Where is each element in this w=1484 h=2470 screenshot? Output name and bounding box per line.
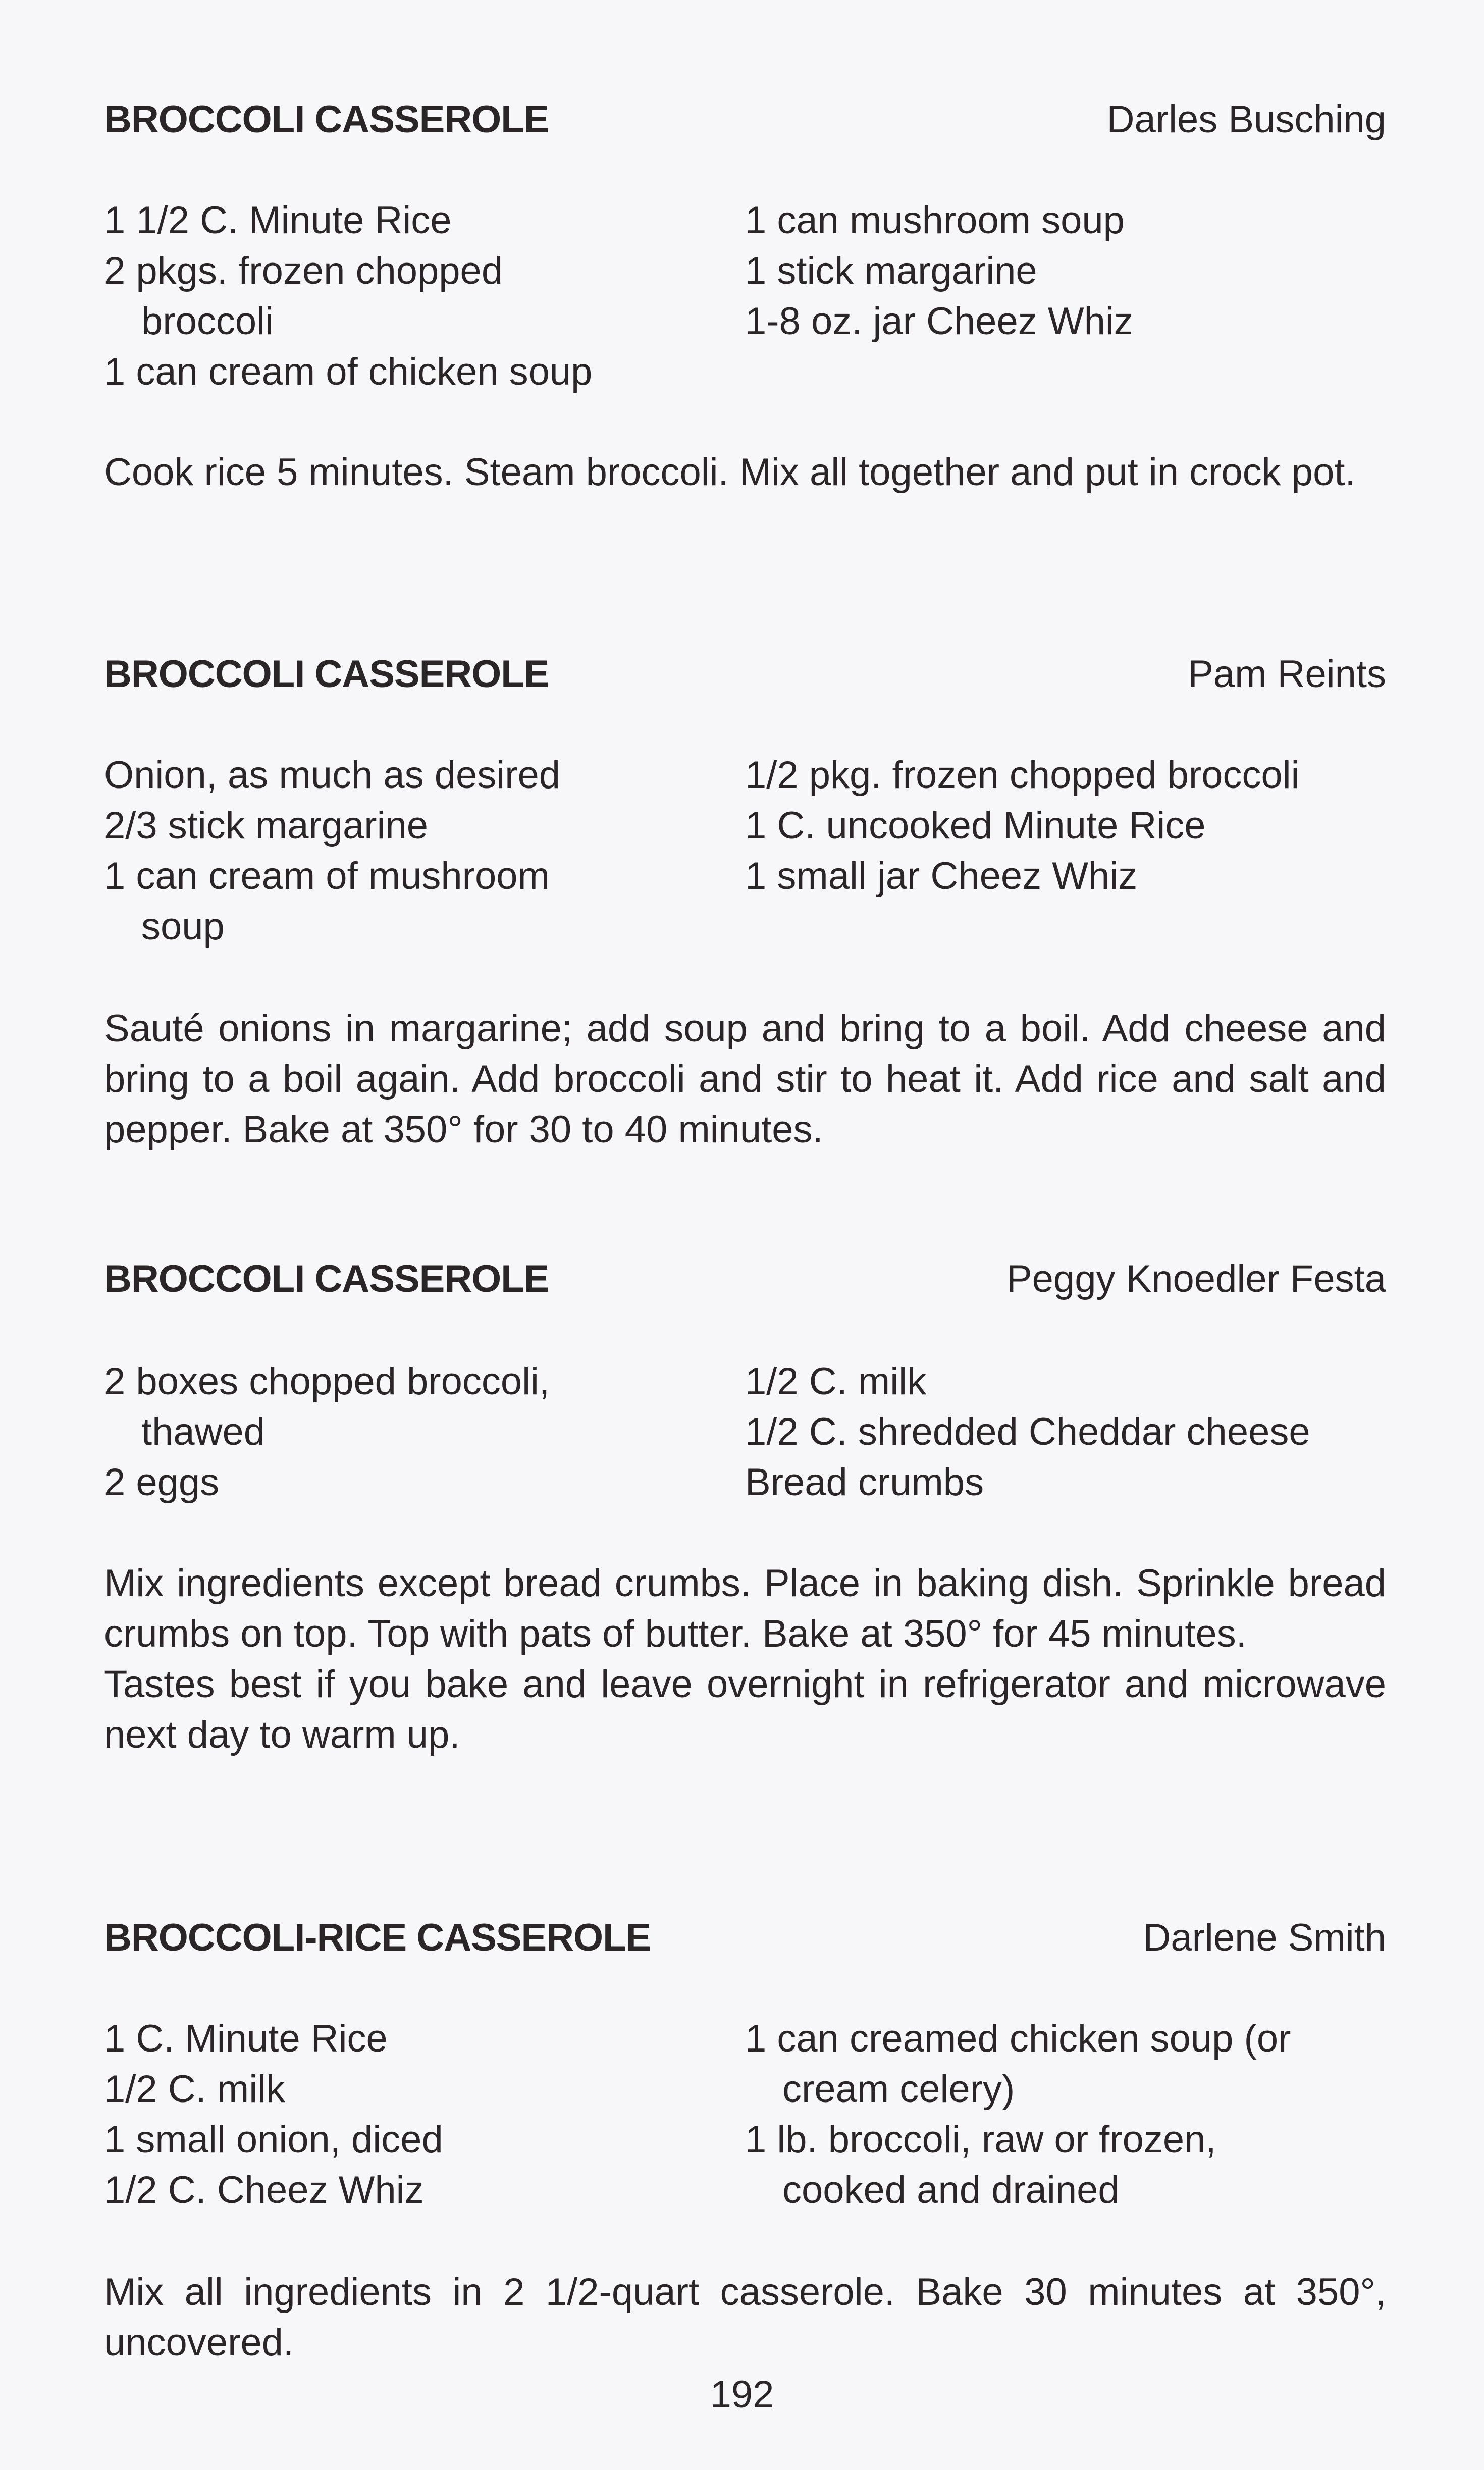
instruction-paragraph: Mix all ingredients in 2 1/2-quart casserole. Bake 30 minutes at 350°, uncovered. <box>104 2271 1386 2364</box>
ingredient-line: 1/2 C. shredded Cheddar cheese <box>745 1410 1310 1453</box>
ingredient-column-left <box>104 2014 745 2216</box>
ingredient-line: 1 can creamed chicken soup (or <box>745 2017 1291 2060</box>
ingredient-line: soup <box>141 905 225 948</box>
recipe-header <box>104 94 1386 145</box>
ingredient-line: 1 lb. broccoli, raw or frozen, <box>745 2118 1216 2161</box>
recipe-instructions <box>104 1558 1386 1760</box>
ingredient-line: 1-8 oz. jar Cheez Whiz <box>745 300 1133 343</box>
recipe-instructions <box>104 447 1386 498</box>
recipe-header <box>104 1913 1386 1963</box>
ingredient-line: 1/2 C. milk <box>745 1360 926 1403</box>
recipe-title: BROCCOLI-RICE CASSEROLE <box>104 1916 651 1959</box>
ingredient-column-right <box>745 2014 1291 2216</box>
ingredient-line: 2 eggs <box>104 1461 220 1504</box>
ingredient-list <box>104 1356 1386 1508</box>
ingredient-line: 1 C. Minute Rice <box>104 2017 388 2060</box>
recipe-title: BROCCOLI CASSEROLE <box>104 1257 549 1300</box>
ingredient-line: 2 pkgs. frozen chopped <box>104 249 503 292</box>
recipe-header <box>104 649 1386 700</box>
recipe-title: BROCCOLI CASSEROLE <box>104 653 549 696</box>
ingredient-column-right <box>745 195 1133 397</box>
instruction-paragraph: Cook rice 5 minutes. Steam broccoli. Mix all together and put in crock pot. <box>104 451 1356 494</box>
ingredient-column-left <box>104 195 745 397</box>
ingredient-line: 2/3 stick margarine <box>104 804 429 847</box>
ingredient-line: 1 can cream of chicken soup <box>104 350 593 393</box>
ingredient-column-left <box>104 750 745 952</box>
ingredient-line: 1 1/2 C. Minute Rice <box>104 199 452 242</box>
ingredient-line: Onion, as much as desired <box>104 754 561 797</box>
ingredient-line: 1/2 C. milk <box>104 2068 285 2111</box>
ingredient-list <box>104 195 1386 397</box>
instruction-paragraph: Tastes best if you bake and leave overnight in refrigerator and microwave next day to warm up. <box>104 1663 1386 1756</box>
ingredient-line: cooked and drained <box>782 2169 1120 2212</box>
ingredient-line: Bread crumbs <box>745 1461 984 1504</box>
recipe-author: Pam Reints <box>1188 653 1386 696</box>
ingredient-column-right <box>745 1356 1310 1508</box>
recipe-author: Peggy Knoedler Festa <box>1006 1257 1386 1300</box>
ingredient-line: 1 small jar Cheez Whiz <box>745 855 1138 898</box>
ingredient-list <box>104 750 1386 952</box>
ingredient-line: broccoli <box>141 300 274 343</box>
recipe-instructions <box>104 2267 1386 2368</box>
recipe-title: BROCCOLI CASSEROLE <box>104 98 549 141</box>
ingredient-column-left <box>104 1356 745 1508</box>
ingredient-column-right <box>745 750 1299 952</box>
instruction-paragraph: Mix ingredients except bread crumbs. Place in baking dish. Sprinkle bread crumbs on top. Top with pats of butter. Bake at 350° for 45 minutes. <box>104 1562 1386 1655</box>
recipe-author: Darlene Smith <box>1143 1916 1386 1959</box>
instruction-paragraph: Sauté onions in margarine; add soup and bring to a boil. Add cheese and bring to a boil again. Add broccoli and stir to heat it. Add rice and salt and pepper. Bake at 350° for 30 to 40 minutes. <box>104 1007 1386 1151</box>
recipe-author: Darles Busching <box>1106 98 1386 141</box>
ingredient-line: cream celery) <box>782 2068 1015 2111</box>
ingredient-list <box>104 2014 1386 2216</box>
ingredient-line: 1 can mushroom soup <box>745 199 1125 242</box>
ingredient-line: 2 boxes chopped broccoli, <box>104 1360 550 1403</box>
recipe-header <box>104 1254 1386 1304</box>
ingredient-line: 1 C. uncooked Minute Rice <box>745 804 1206 847</box>
ingredient-line: 1/2 C. Cheez Whiz <box>104 2169 424 2212</box>
ingredient-line: 1 small onion, diced <box>104 2118 443 2161</box>
page-number: 192 <box>710 2373 774 2416</box>
recipe-instructions <box>104 1004 1386 1155</box>
ingredient-line: 1/2 pkg. frozen chopped broccoli <box>745 754 1300 797</box>
ingredient-line: 1 stick margarine <box>745 249 1037 292</box>
ingredient-line: 1 can cream of mushroom <box>104 855 550 898</box>
ingredient-line: thawed <box>141 1410 266 1453</box>
